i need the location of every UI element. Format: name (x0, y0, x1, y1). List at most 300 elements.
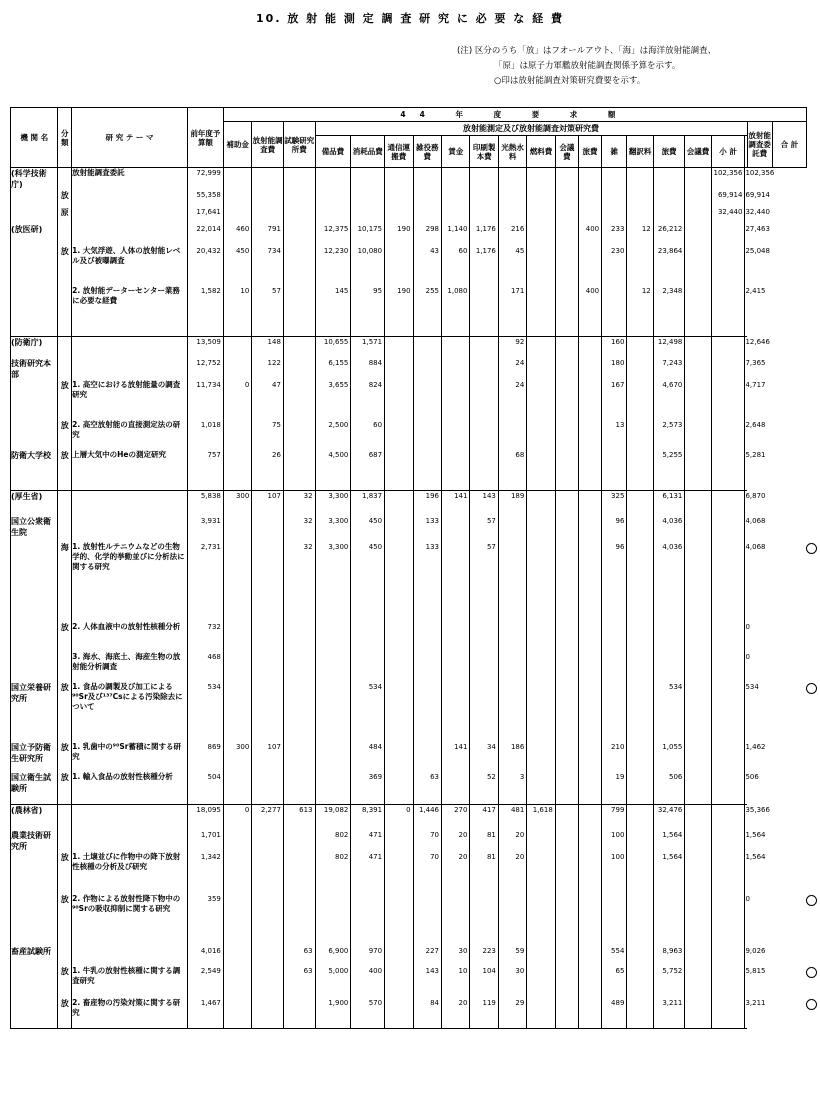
value-cell (602, 652, 627, 682)
value-cell (315, 682, 351, 742)
value-cell: 1,564 (653, 852, 685, 894)
theme-cell: 2. 高空放射能の直接測定法の研究 (72, 420, 188, 450)
spacer-cell (685, 380, 711, 420)
org-cell: (農林省) (11, 804, 58, 830)
value-cell (555, 804, 578, 830)
value-cell: 196 (413, 490, 441, 516)
value-cell (252, 966, 284, 998)
value-cell: 84 (413, 998, 441, 1028)
value-cell (555, 207, 578, 224)
value-cell (385, 894, 413, 946)
value-cell (351, 168, 385, 191)
value-cell (578, 804, 601, 830)
value-cell (555, 998, 578, 1028)
fuzai-cell (711, 450, 745, 490)
value-cell: 0 (223, 380, 251, 420)
org-cell: (厚生省) (11, 490, 58, 516)
col-gokei: 合 計 (772, 122, 806, 168)
value-cell (252, 852, 284, 894)
value-cell: 20 (441, 852, 469, 894)
spacer-cell (685, 358, 711, 380)
value-cell: 2,573 (653, 420, 685, 450)
total-cell: 32,440 (745, 207, 747, 224)
org-cell (11, 380, 58, 420)
value-cell (578, 450, 601, 490)
value-cell (413, 894, 441, 946)
theme-cell (72, 207, 188, 224)
value-cell (252, 168, 284, 191)
value-cell: 32 (283, 542, 315, 622)
prev-budget-cell: 732 (188, 622, 224, 652)
value-cell: 450 (351, 542, 385, 622)
kind-cell: 海 (58, 542, 72, 622)
note-block (457, 44, 716, 89)
spacer-cell (685, 450, 711, 490)
value-cell: 20 (441, 830, 469, 852)
value-cell (283, 420, 315, 450)
value-cell: 802 (315, 830, 351, 852)
value-cell (627, 998, 653, 1028)
spacer-cell (685, 336, 711, 358)
value-cell: 4,670 (653, 380, 685, 420)
org-cell (11, 622, 58, 652)
value-cell: 3 (498, 772, 526, 804)
value-cell (555, 168, 578, 191)
theme-cell: 1. 放射性ルテニウムなどの生物学的、化学的挙動並びに分析法に関する研究 (72, 542, 188, 622)
value-cell (252, 542, 284, 622)
value-cell (578, 622, 601, 652)
col-ryohi: 旅費 (578, 136, 601, 168)
prev-budget-cell: 18,095 (188, 804, 224, 830)
value-cell: 186 (498, 742, 526, 772)
prev-budget-cell: 1,467 (188, 998, 224, 1028)
value-cell (527, 190, 555, 207)
org-cell (11, 652, 58, 682)
value-cell (385, 190, 413, 207)
value-cell (555, 224, 578, 246)
value-cell: 400 (578, 286, 601, 336)
value-cell (470, 286, 498, 336)
value-cell (385, 946, 413, 966)
col-tsushin: 通信運搬費 (385, 136, 413, 168)
value-cell (315, 622, 351, 652)
value-cell: 471 (351, 830, 385, 852)
value-cell (602, 894, 627, 946)
value-cell: 24 (498, 380, 526, 420)
col-chosa: 放射能調査費 (252, 122, 284, 168)
value-cell (283, 224, 315, 246)
value-cell: 687 (351, 450, 385, 490)
value-cell: 417 (470, 804, 498, 830)
col-kaigi2: 会議費 (685, 136, 711, 168)
value-cell (252, 894, 284, 946)
value-cell (653, 190, 685, 207)
value-cell: 270 (441, 804, 469, 830)
value-cell: 12,230 (315, 246, 351, 286)
spacer-cell (685, 516, 711, 542)
kind-cell: 放 (58, 894, 72, 946)
col-ryohi2: 旅費 (653, 136, 685, 168)
value-cell: 13 (602, 420, 627, 450)
value-cell (627, 542, 653, 622)
value-cell (555, 830, 578, 852)
value-cell: 122 (252, 358, 284, 380)
spacer-cell (685, 246, 711, 286)
kind-cell (58, 490, 72, 516)
value-cell (413, 742, 441, 772)
kind-cell: 放 (58, 450, 72, 490)
spacer-cell (685, 168, 711, 191)
value-cell (223, 207, 251, 224)
value-cell: 100 (602, 852, 627, 894)
value-cell (351, 207, 385, 224)
table-row (11, 652, 807, 682)
spacer-cell (685, 190, 711, 207)
col-yohin: 賃金 (441, 136, 469, 168)
col-prev: 前年度予算額 (188, 108, 224, 168)
value-cell: 570 (351, 998, 385, 1028)
fuzai-cell (711, 420, 745, 450)
col-year-request: 44 年 度 要 求 額 (223, 108, 806, 122)
value-cell (578, 652, 601, 682)
org-cell: (科学技術庁) (11, 168, 58, 191)
value-cell (385, 450, 413, 490)
value-cell (385, 380, 413, 420)
col-kikan: 機 関 名 (11, 108, 58, 168)
org-cell: 防衛大学校 (11, 450, 58, 490)
value-cell (283, 682, 315, 742)
value-cell: 489 (602, 998, 627, 1028)
value-cell (385, 682, 413, 742)
spacer-cell (685, 852, 711, 894)
value-cell: 1,176 (470, 246, 498, 286)
value-cell: 8,963 (653, 946, 685, 966)
fuzai-cell (711, 358, 745, 380)
value-cell: 190 (385, 286, 413, 336)
value-cell (223, 652, 251, 682)
value-cell (283, 830, 315, 852)
value-cell (413, 622, 441, 652)
col-spacer (745, 136, 747, 168)
value-cell: 227 (413, 946, 441, 966)
value-cell (441, 190, 469, 207)
value-cell: 10,080 (351, 246, 385, 286)
value-cell: 734 (252, 246, 284, 286)
value-cell: 1,140 (441, 224, 469, 246)
value-cell (627, 742, 653, 772)
value-cell (527, 168, 555, 191)
value-cell: 799 (602, 804, 627, 830)
value-cell: 298 (413, 224, 441, 246)
value-cell (385, 998, 413, 1028)
value-cell (527, 516, 555, 542)
kind-cell (58, 946, 72, 966)
fuzai-cell: 32,440 (711, 207, 745, 224)
fuzai-cell (711, 516, 745, 542)
value-cell: 3,300 (315, 516, 351, 542)
org-cell: 畜産試験所 (11, 946, 58, 966)
value-cell: 300 (223, 490, 251, 516)
value-cell: 12,375 (315, 224, 351, 246)
org-cell (11, 190, 58, 207)
value-cell (578, 894, 601, 946)
value-cell: 1,571 (351, 336, 385, 358)
fuzai-cell (711, 894, 745, 946)
prev-budget-cell: 4,016 (188, 946, 224, 966)
value-cell (223, 772, 251, 804)
research-mark-circle (806, 999, 817, 1010)
total-cell: 6,870 (745, 490, 747, 516)
value-cell: 30 (441, 946, 469, 966)
value-cell (315, 652, 351, 682)
value-cell (498, 516, 526, 542)
total-cell: 2,415 (745, 286, 747, 336)
org-cell: (放医研) (11, 224, 58, 246)
spacer-cell (685, 742, 711, 772)
value-cell: 1,080 (441, 286, 469, 336)
value-cell (385, 168, 413, 191)
value-cell: 884 (351, 358, 385, 380)
value-cell (555, 742, 578, 772)
value-cell (527, 542, 555, 622)
fuzai-cell (711, 852, 745, 894)
value-cell: 210 (602, 742, 627, 772)
value-cell: 8,391 (351, 804, 385, 830)
theme-cell: 1. 輸入食品の放射性核種分析 (72, 772, 188, 804)
value-cell (385, 420, 413, 450)
value-cell (627, 450, 653, 490)
value-cell (252, 682, 284, 742)
note-line-1: (注) 区分のうち「放」はフオールアウト、「海」は海洋放射能調査、 (457, 46, 717, 56)
value-cell: 12 (627, 286, 653, 336)
value-cell (527, 450, 555, 490)
value-cell: 10 (441, 966, 469, 998)
value-cell (527, 224, 555, 246)
value-cell (527, 336, 555, 358)
value-cell: 3,300 (315, 542, 351, 622)
value-cell: 57 (252, 286, 284, 336)
table-row (11, 420, 807, 450)
value-cell (283, 286, 315, 336)
value-cell (627, 652, 653, 682)
value-cell (602, 168, 627, 191)
value-cell: 145 (315, 286, 351, 336)
value-cell: 12,498 (653, 336, 685, 358)
value-cell: 171 (498, 286, 526, 336)
theme-cell: 上層大気中のHeの測定研究 (72, 450, 188, 490)
value-cell: 2,348 (653, 286, 685, 336)
kind-cell: 放 (58, 998, 72, 1028)
value-cell: 104 (470, 966, 498, 998)
value-cell (527, 420, 555, 450)
note-line-2: 「原」は原子力軍艦放射能調査関係予算を示す。 (494, 61, 681, 71)
fuzai-cell (711, 286, 745, 336)
org-cell (11, 286, 58, 336)
value-cell (627, 830, 653, 852)
theme-cell (72, 804, 188, 830)
prev-budget-cell: 534 (188, 682, 224, 742)
theme-cell: 1. 高空における放射能量の調査研究 (72, 380, 188, 420)
value-cell: 75 (252, 420, 284, 450)
theme-cell (72, 224, 188, 246)
value-cell (627, 336, 653, 358)
table-row (11, 742, 807, 772)
value-cell (470, 652, 498, 682)
value-cell (527, 772, 555, 804)
value-cell (627, 804, 653, 830)
value-cell: 143 (470, 490, 498, 516)
kind-cell: 放 (58, 246, 72, 286)
col-bunrui: 分 類 (58, 108, 72, 168)
kind-cell: 放 (58, 772, 72, 804)
theme-cell: 1. 牛乳の放射性核種に関する調査研究 (72, 966, 188, 998)
value-cell (578, 516, 601, 542)
col-kosui: 光熱水料 (498, 136, 526, 168)
value-cell (283, 852, 315, 894)
value-cell (627, 772, 653, 804)
theme-cell: 2. 放射能データーセンター業務に必要な経費 (72, 286, 188, 336)
value-cell (223, 966, 251, 998)
value-cell (578, 998, 601, 1028)
value-cell (555, 516, 578, 542)
value-cell: 63 (413, 772, 441, 804)
org-cell: 国立栄養研究所 (11, 682, 58, 742)
prev-budget-cell: 1,342 (188, 852, 224, 894)
value-cell (578, 772, 601, 804)
value-cell (527, 852, 555, 894)
total-cell: 3,211 (745, 998, 747, 1028)
value-cell (283, 450, 315, 490)
value-cell (602, 207, 627, 224)
value-cell: 1,176 (470, 224, 498, 246)
prev-budget-cell: 359 (188, 894, 224, 946)
fuzai-cell (711, 622, 745, 652)
col-zaccho: 雑役務費 (413, 136, 441, 168)
value-cell (555, 190, 578, 207)
value-cell (578, 542, 601, 622)
kind-cell (58, 830, 72, 852)
fuzai-cell (711, 804, 745, 830)
value-cell: 160 (602, 336, 627, 358)
page-title: 10. 放 射 能 測 定 調 査 研 究 に 必 要 な 経 費 (256, 12, 564, 25)
value-cell (441, 622, 469, 652)
value-cell (627, 946, 653, 966)
theme-cell (72, 946, 188, 966)
value-cell (283, 742, 315, 772)
table-row (11, 336, 807, 358)
prev-budget-cell: 22,014 (188, 224, 224, 246)
value-cell (555, 380, 578, 420)
value-cell: 554 (602, 946, 627, 966)
fuzai-cell (711, 542, 745, 622)
value-cell (470, 336, 498, 358)
table-row (11, 450, 807, 490)
value-cell (223, 946, 251, 966)
prev-budget-cell: 5,838 (188, 490, 224, 516)
value-cell (527, 490, 555, 516)
value-cell: 119 (470, 998, 498, 1028)
total-cell: 0 (745, 894, 747, 946)
value-cell (602, 622, 627, 652)
value-cell (252, 190, 284, 207)
value-cell: 6,131 (653, 490, 685, 516)
value-cell: 1,564 (653, 830, 685, 852)
value-cell (223, 450, 251, 490)
value-cell: 30 (498, 966, 526, 998)
value-cell: 233 (602, 224, 627, 246)
col-taisaku-group: 放射能測定及び放射能調査対策研究費 (315, 122, 747, 136)
table-row (11, 286, 807, 336)
kind-cell (58, 358, 72, 380)
value-cell (441, 516, 469, 542)
table-row (11, 542, 807, 622)
value-cell (315, 742, 351, 772)
value-cell: 81 (470, 830, 498, 852)
value-cell: 32 (283, 490, 315, 516)
value-cell (627, 207, 653, 224)
theme-cell: 1. 土壌並びに作物中の降下放射性核種の分析及び研究 (72, 852, 188, 894)
spacer-cell (685, 286, 711, 336)
note-line-3: ○印は放射能調査対策研究費要を示す。 (494, 76, 646, 86)
value-cell (578, 742, 601, 772)
value-cell: 43 (413, 246, 441, 286)
table-row (11, 246, 807, 286)
kind-cell (58, 336, 72, 358)
value-cell: 26 (252, 450, 284, 490)
table-row (11, 380, 807, 420)
table-row (11, 772, 807, 804)
value-cell (351, 190, 385, 207)
value-cell (413, 420, 441, 450)
total-cell: 1,564 (745, 852, 747, 894)
value-cell (527, 894, 555, 946)
kind-cell: 放 (58, 380, 72, 420)
value-cell (470, 358, 498, 380)
value-cell (555, 336, 578, 358)
value-cell: 141 (441, 490, 469, 516)
value-cell: 0 (223, 804, 251, 830)
prev-budget-cell: 2,731 (188, 542, 224, 622)
value-cell: 19 (602, 772, 627, 804)
value-cell (578, 207, 601, 224)
value-cell: 1,618 (527, 804, 555, 830)
value-cell (441, 380, 469, 420)
value-cell (602, 190, 627, 207)
value-cell (627, 682, 653, 742)
value-cell (223, 420, 251, 450)
value-cell (385, 490, 413, 516)
value-cell (283, 168, 315, 191)
value-cell (470, 622, 498, 652)
prev-budget-cell: 869 (188, 742, 224, 772)
value-cell: 95 (351, 286, 385, 336)
value-cell: 506 (653, 772, 685, 804)
value-cell: 484 (351, 742, 385, 772)
org-cell: 国立予防衛生研究所 (11, 742, 58, 772)
prev-budget-cell: 504 (188, 772, 224, 804)
value-cell (578, 420, 601, 450)
kind-cell (58, 516, 72, 542)
value-cell: 57 (470, 542, 498, 622)
kind-cell: 原 (58, 207, 72, 224)
value-cell (385, 336, 413, 358)
value-cell (578, 358, 601, 380)
value-cell: 3,300 (315, 490, 351, 516)
prev-budget-cell: 55,358 (188, 190, 224, 207)
value-cell: 10 (223, 286, 251, 336)
research-mark-circle (806, 543, 817, 554)
value-cell (470, 168, 498, 191)
